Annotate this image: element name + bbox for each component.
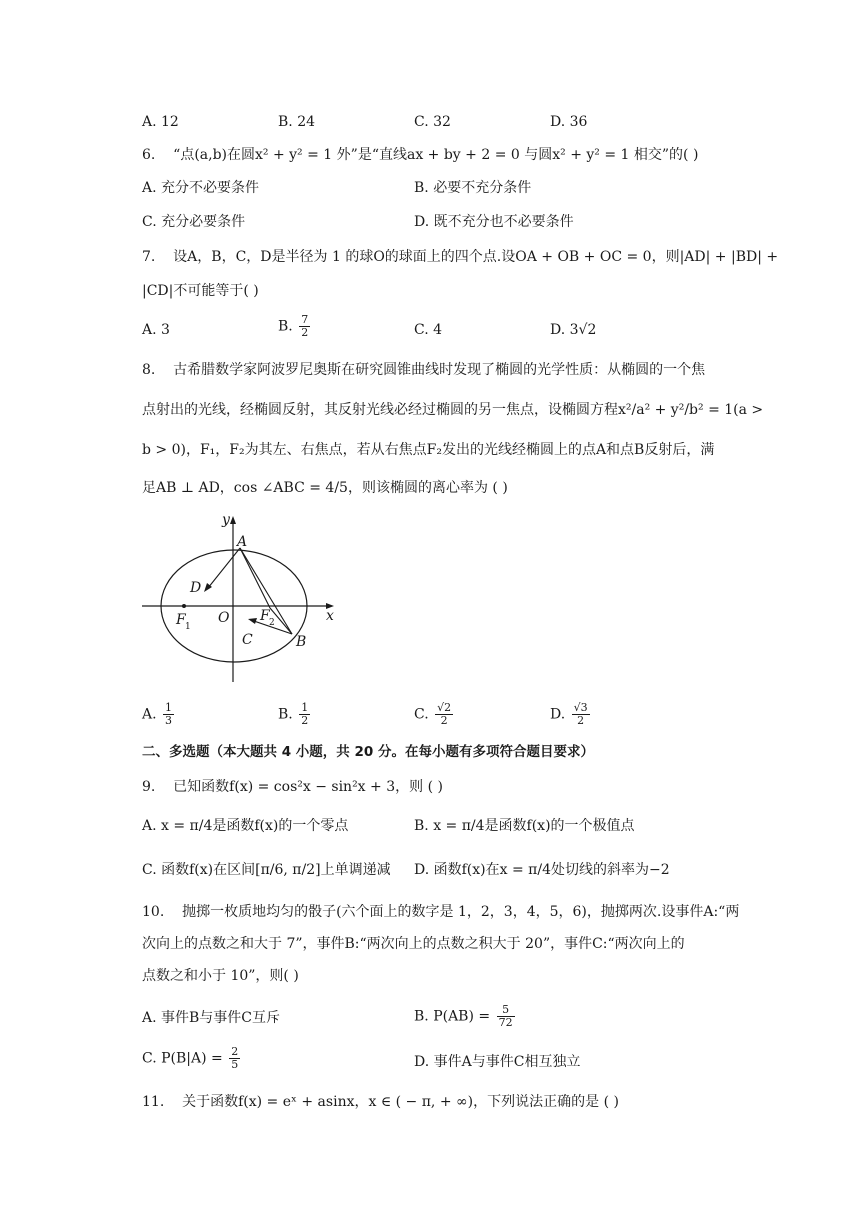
q6-text: “点(a,b)在圆x² + y² = 1 外”是“直线ax + by + 2 = 0 与圆x² + y² = 1 相交”的( ) <box>173 147 699 163</box>
q7-option-a: A. 3 <box>142 322 170 338</box>
label-f2-sub: 2 <box>269 618 275 628</box>
label-b: B <box>296 634 307 650</box>
q7-option-b: B. $\frac{7}{2}$ <box>278 313 309 339</box>
ray-ad <box>208 548 240 588</box>
focus-f1-dot <box>182 604 186 608</box>
q8-text-line4: 足AB ⊥ AD，cos ∠ABC = 4/5，则该椭圆的离心率为 ( ) <box>142 480 508 496</box>
q6-option-b: B. 必要不充分条件 <box>414 180 532 196</box>
q7-option-d: D. 3√2 <box>550 322 597 338</box>
segment-af2 <box>240 548 270 608</box>
label-o: O <box>218 610 230 626</box>
q9-option-c: C. 函数f(x)在区间[π/6, π/2]上单调递减 <box>142 862 391 878</box>
y-axis-arrow <box>230 516 236 524</box>
q6-number: 6. <box>142 147 156 163</box>
q11-text: 关于函数f(x) = eˣ + asinx，x ∈ ( − π, + ∞)，下列说法正确的是 ( ) <box>182 1094 619 1110</box>
q8-text-line1: 古希腊数学家阿波罗尼奥斯在研究圆锥曲线时发现了椭圆的光学性质：从椭圆的一个焦 <box>173 362 706 378</box>
ellipse-figure <box>142 508 352 688</box>
q10-stem-line1 <box>142 902 739 922</box>
label-x: x <box>326 608 334 624</box>
q9-text: 已知函数f(x) = cos²x − sin²x + 3，则 ( ) <box>173 779 443 795</box>
label-a: A <box>237 534 248 550</box>
q7-stem-line1 <box>142 247 778 267</box>
q10-option-c: C. P(B|A) = $\frac{2}{5}$ <box>142 1045 239 1071</box>
q6-option-c: C. 充分必要条件 <box>142 214 246 230</box>
q10-option-d: D. 事件A与事件C相互独立 <box>414 1054 581 1070</box>
q8-stem-line1 <box>142 360 705 380</box>
q10-text-line1: 抛掷一枚质地均匀的骰子(六个面上的数字是 1，2，3，4，5，6)，抛掷两次.设事件A:“两 <box>182 904 740 920</box>
q11-stem <box>142 1092 619 1112</box>
q5-option-c: C. 32 <box>414 114 451 130</box>
q6-option-d: D. 既不充分也不必要条件 <box>414 214 574 230</box>
q11-number: 11. <box>142 1094 165 1110</box>
q9-option-a: A. x = π/4是函数f(x)的一个零点 <box>142 818 349 834</box>
q8-option-b: B. $\frac{1}{2}$ <box>278 701 309 727</box>
q5-option-b: B. 24 <box>278 114 316 130</box>
q8-option-d: D. $\frac{√3}{2}$ <box>550 701 588 727</box>
q10-text-line3: 点数之和小于 10”，则( ) <box>142 968 299 984</box>
q7-text-line2: |CD|不可能等于( ) <box>142 283 259 299</box>
q10-option-a: A. 事件B与事件C互斥 <box>142 1010 281 1026</box>
q8-text-line2: 点射出的光线，经椭圆反射，其反射光线必经过椭圆的另一焦点，设椭圆方程x²/a² + y²/b² = 1(a > <box>142 402 764 418</box>
q7-text-line1: 设A，B，C，D是半径为 1 的球O的球面上的四个点.设OA + OB + OC = 0，则|AD| + |BD| + <box>173 249 779 265</box>
q7-number: 7. <box>142 249 156 265</box>
q8-option-c: C. $\frac{√2}{2}$ <box>414 701 452 727</box>
q8-option-a: A. $\frac{1}{3}$ <box>142 701 173 727</box>
q5-option-a: A. 12 <box>142 114 179 130</box>
q8-number: 8. <box>142 362 156 378</box>
label-y: y <box>222 512 230 528</box>
label-c: C <box>242 632 253 648</box>
q8-text-line3: b > 0)，F₁，F₂为其左、右焦点，若从右焦点F₂发出的光线经椭圆上的点A和点B反射后，满 <box>142 442 715 458</box>
section-title: 二、多选题（本大题共 4 小题，共 20 分。在每小题有多项符合题目要求） <box>142 744 594 760</box>
q9-option-d: D. 函数f(x)在x = π/4处切线的斜率为−2 <box>414 862 670 878</box>
q9-number: 9. <box>142 779 156 795</box>
q7-b-fraction: $\frac{7}{2}$ <box>301 313 309 339</box>
label-f1: F <box>176 612 186 628</box>
ray-bc-arrow <box>248 618 257 624</box>
q10-option-b: B. P(AB) = $\frac{5}{72}$ <box>414 1003 513 1029</box>
q9-stem <box>142 777 443 797</box>
label-f2: F <box>260 608 270 624</box>
q10-number: 10. <box>142 904 165 920</box>
q10-text-line2: 次向上的点数之和大于 7”，事件B:“两次向上的点数之积大于 20”，事件C:“两次向上的 <box>142 936 685 952</box>
q9-option-b: B. x = π/4是函数f(x)的一个极值点 <box>414 818 635 834</box>
q5-option-d: D. 36 <box>550 114 588 130</box>
q6-stem <box>142 145 698 165</box>
label-f1-sub: 1 <box>185 622 191 632</box>
q6-option-a: A. 充分不必要条件 <box>142 180 260 196</box>
label-d: D <box>190 580 202 596</box>
q7-option-c: C. 4 <box>414 322 443 338</box>
